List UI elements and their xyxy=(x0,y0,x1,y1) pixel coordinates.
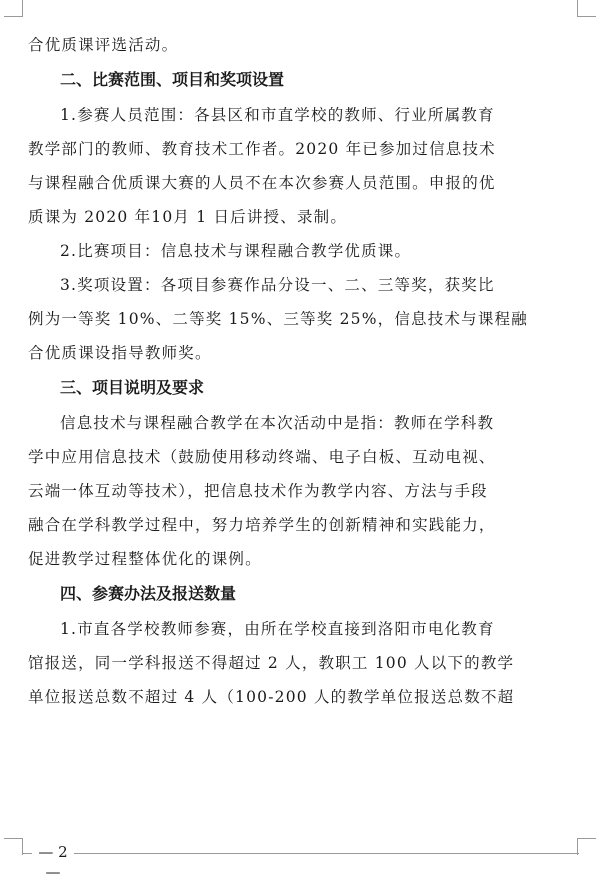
section-heading: 三、项目说明及要求 xyxy=(60,378,205,397)
paragraph-line: 融合在学科教学过程中，努力培养学生的创新精神和实践能力， xyxy=(28,516,496,534)
paragraph-line: 3.奖项设置：各项目参赛作品分设一、二、三等奖，获奖比 xyxy=(60,276,495,294)
page-corner-mark xyxy=(577,838,596,855)
paragraph-line: 促进教学过程整体优化的课例。 xyxy=(28,550,262,568)
paragraph-line: 云端一体互动等技术），把信息技术作为教学内容、方法与手段 xyxy=(28,482,488,500)
paragraph-line: 学中应用信息技术（鼓励使用移动终端、电子白板、互动电视、 xyxy=(28,448,496,466)
section-heading: 二、比赛范围、项目和奖项设置 xyxy=(60,70,285,89)
paragraph-line: 信息技术与课程融合教学在本次活动中是指：教师在学科教 xyxy=(60,414,495,432)
paragraph-line: 1.市直各学校教师参赛，由所在学校直接到洛阳市电化教育 xyxy=(60,620,495,638)
page-number: — 2 — xyxy=(38,843,68,881)
paragraph-line: 合优质课评选活动。 xyxy=(28,36,179,54)
paragraph-line: 与课程融合优质课大赛的人员不在本次参赛人员范围。申报的优 xyxy=(28,174,496,192)
page-corner-mark xyxy=(4,0,23,17)
paragraph-line: 质课为 2020 年10月 1 日后讲授、录制。 xyxy=(28,208,348,226)
page-corner-mark xyxy=(577,0,596,17)
paragraph-line: 馆报送，同一学科报送不得超过 2 人，教职工 100 人以下的教学 xyxy=(28,654,515,672)
paragraph-line: 合优质课设指导教师奖。 xyxy=(28,344,212,362)
paragraph-line: 2.比赛项目：信息技术与课程融合教学优质课。 xyxy=(60,242,412,260)
section-heading: 四、参赛办法及报送数量 xyxy=(60,584,237,603)
document-body xyxy=(28,28,584,714)
page-corner-mark xyxy=(4,838,23,855)
paragraph-line: 教学部门的教师、教育技术工作者。2020 年已参加过信息技术 xyxy=(28,140,496,158)
footer-rule xyxy=(22,853,32,854)
paragraph-line: 单位报送总数不超过 4 人（100-200 人的教学单位报送总数不超 xyxy=(28,688,515,706)
footer-rule xyxy=(74,853,579,854)
paragraph-line: 1.参赛人员范围：各县区和市直学校的教师、行业所属教育 xyxy=(60,106,495,124)
paragraph-line: 例为一等奖 10%、二等奖 15%、三等奖 25%，信息技术与课程融 xyxy=(28,310,528,328)
